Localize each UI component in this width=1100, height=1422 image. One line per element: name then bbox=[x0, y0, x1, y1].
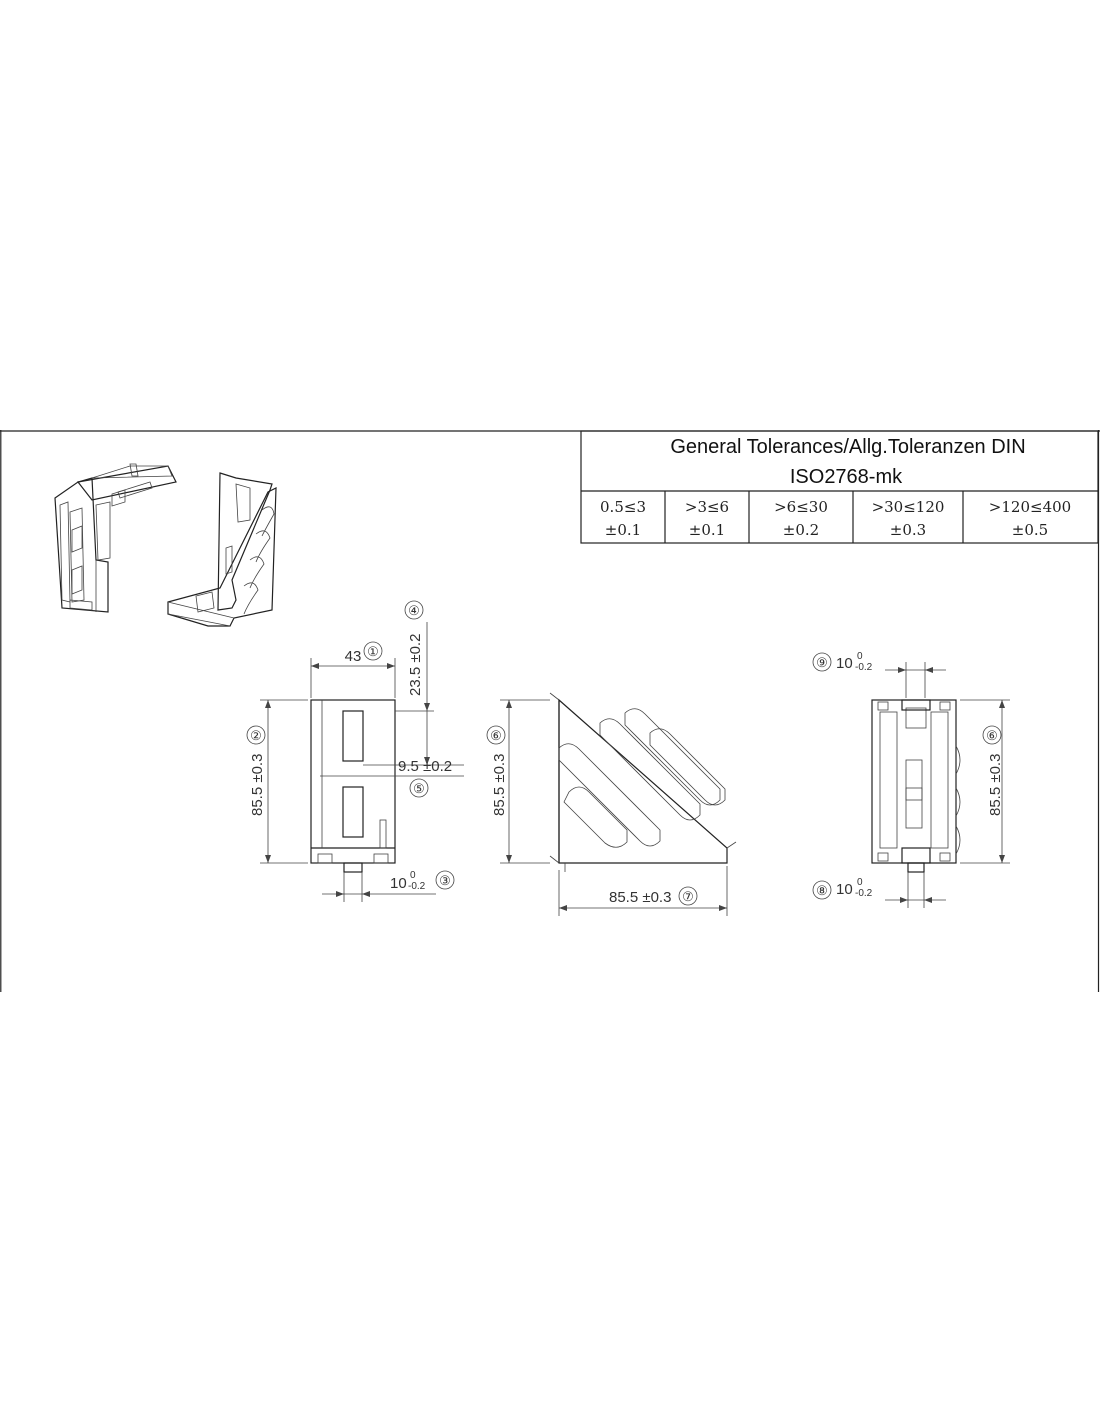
isometric-view-right bbox=[168, 473, 276, 626]
dim-side-width: 85.5 ±0.3 bbox=[609, 889, 672, 906]
dim-end-top-upper: 0 bbox=[857, 651, 863, 662]
front-view bbox=[247, 601, 464, 902]
isometric-view-left bbox=[55, 464, 176, 612]
dim-slot: 9.5 ±0.2 bbox=[398, 758, 453, 775]
ref-5: ⑤ bbox=[413, 782, 425, 797]
range-cell: >6≤30 bbox=[774, 498, 828, 516]
range-cell: >3≤6 bbox=[684, 498, 730, 516]
end-view bbox=[813, 651, 1010, 908]
dim-side-height: 85.5 ±0.3 bbox=[491, 753, 508, 816]
side-view bbox=[487, 693, 736, 916]
dim-end-bottom-upper: 0 bbox=[857, 877, 863, 888]
dim-end-top: 10 bbox=[836, 655, 853, 672]
tolerance-standard: ISO2768-mk bbox=[789, 466, 903, 488]
range-cell: 0.5≤3 bbox=[600, 498, 646, 516]
ref-4: ④ bbox=[408, 604, 420, 619]
tolerance-cell: ±0.1 bbox=[688, 521, 726, 539]
dim-tab: 10 bbox=[390, 875, 407, 892]
ref-3: ③ bbox=[439, 874, 451, 889]
dim-end-top-lower: -0.2 bbox=[855, 662, 873, 673]
ref-2: ② bbox=[250, 729, 262, 744]
ref-9: ⑨ bbox=[816, 656, 828, 671]
tolerance-cell: ±0.3 bbox=[889, 521, 927, 539]
dim-top-offset: 23.5 ±0.2 bbox=[407, 633, 424, 696]
dim-width: 43 bbox=[344, 648, 362, 665]
tolerance-cell: ±0.1 bbox=[604, 521, 642, 539]
range-cell: >120≤400 bbox=[988, 498, 1072, 516]
technical-drawing bbox=[0, 430, 1100, 992]
dim-tab-lower: -0.2 bbox=[408, 881, 426, 892]
dim-tab-upper: 0 bbox=[410, 870, 416, 881]
dim-end-height: 85.5 ±0.3 bbox=[987, 753, 1004, 816]
tolerance-table bbox=[581, 431, 1098, 543]
range-cell: >30≤120 bbox=[871, 498, 945, 516]
dim-end-bottom-lower: -0.2 bbox=[855, 888, 873, 899]
ref-8: ⑧ bbox=[816, 884, 828, 899]
drawing-sheet bbox=[0, 430, 1100, 992]
ref-6: ⑥ bbox=[490, 729, 502, 744]
ref-7: ⑦ bbox=[682, 890, 694, 905]
ref-1: ① bbox=[367, 645, 379, 660]
tolerance-cell: ±0.2 bbox=[782, 521, 820, 539]
tolerance-title: General Tolerances/Allg.Toleranzen DIN bbox=[670, 436, 1026, 458]
ref-6b: ⑥ bbox=[986, 729, 998, 744]
dim-end-bottom: 10 bbox=[836, 881, 853, 898]
tolerance-cell: ±0.5 bbox=[1011, 521, 1049, 539]
dim-height: 85.5 ±0.3 bbox=[249, 753, 266, 816]
